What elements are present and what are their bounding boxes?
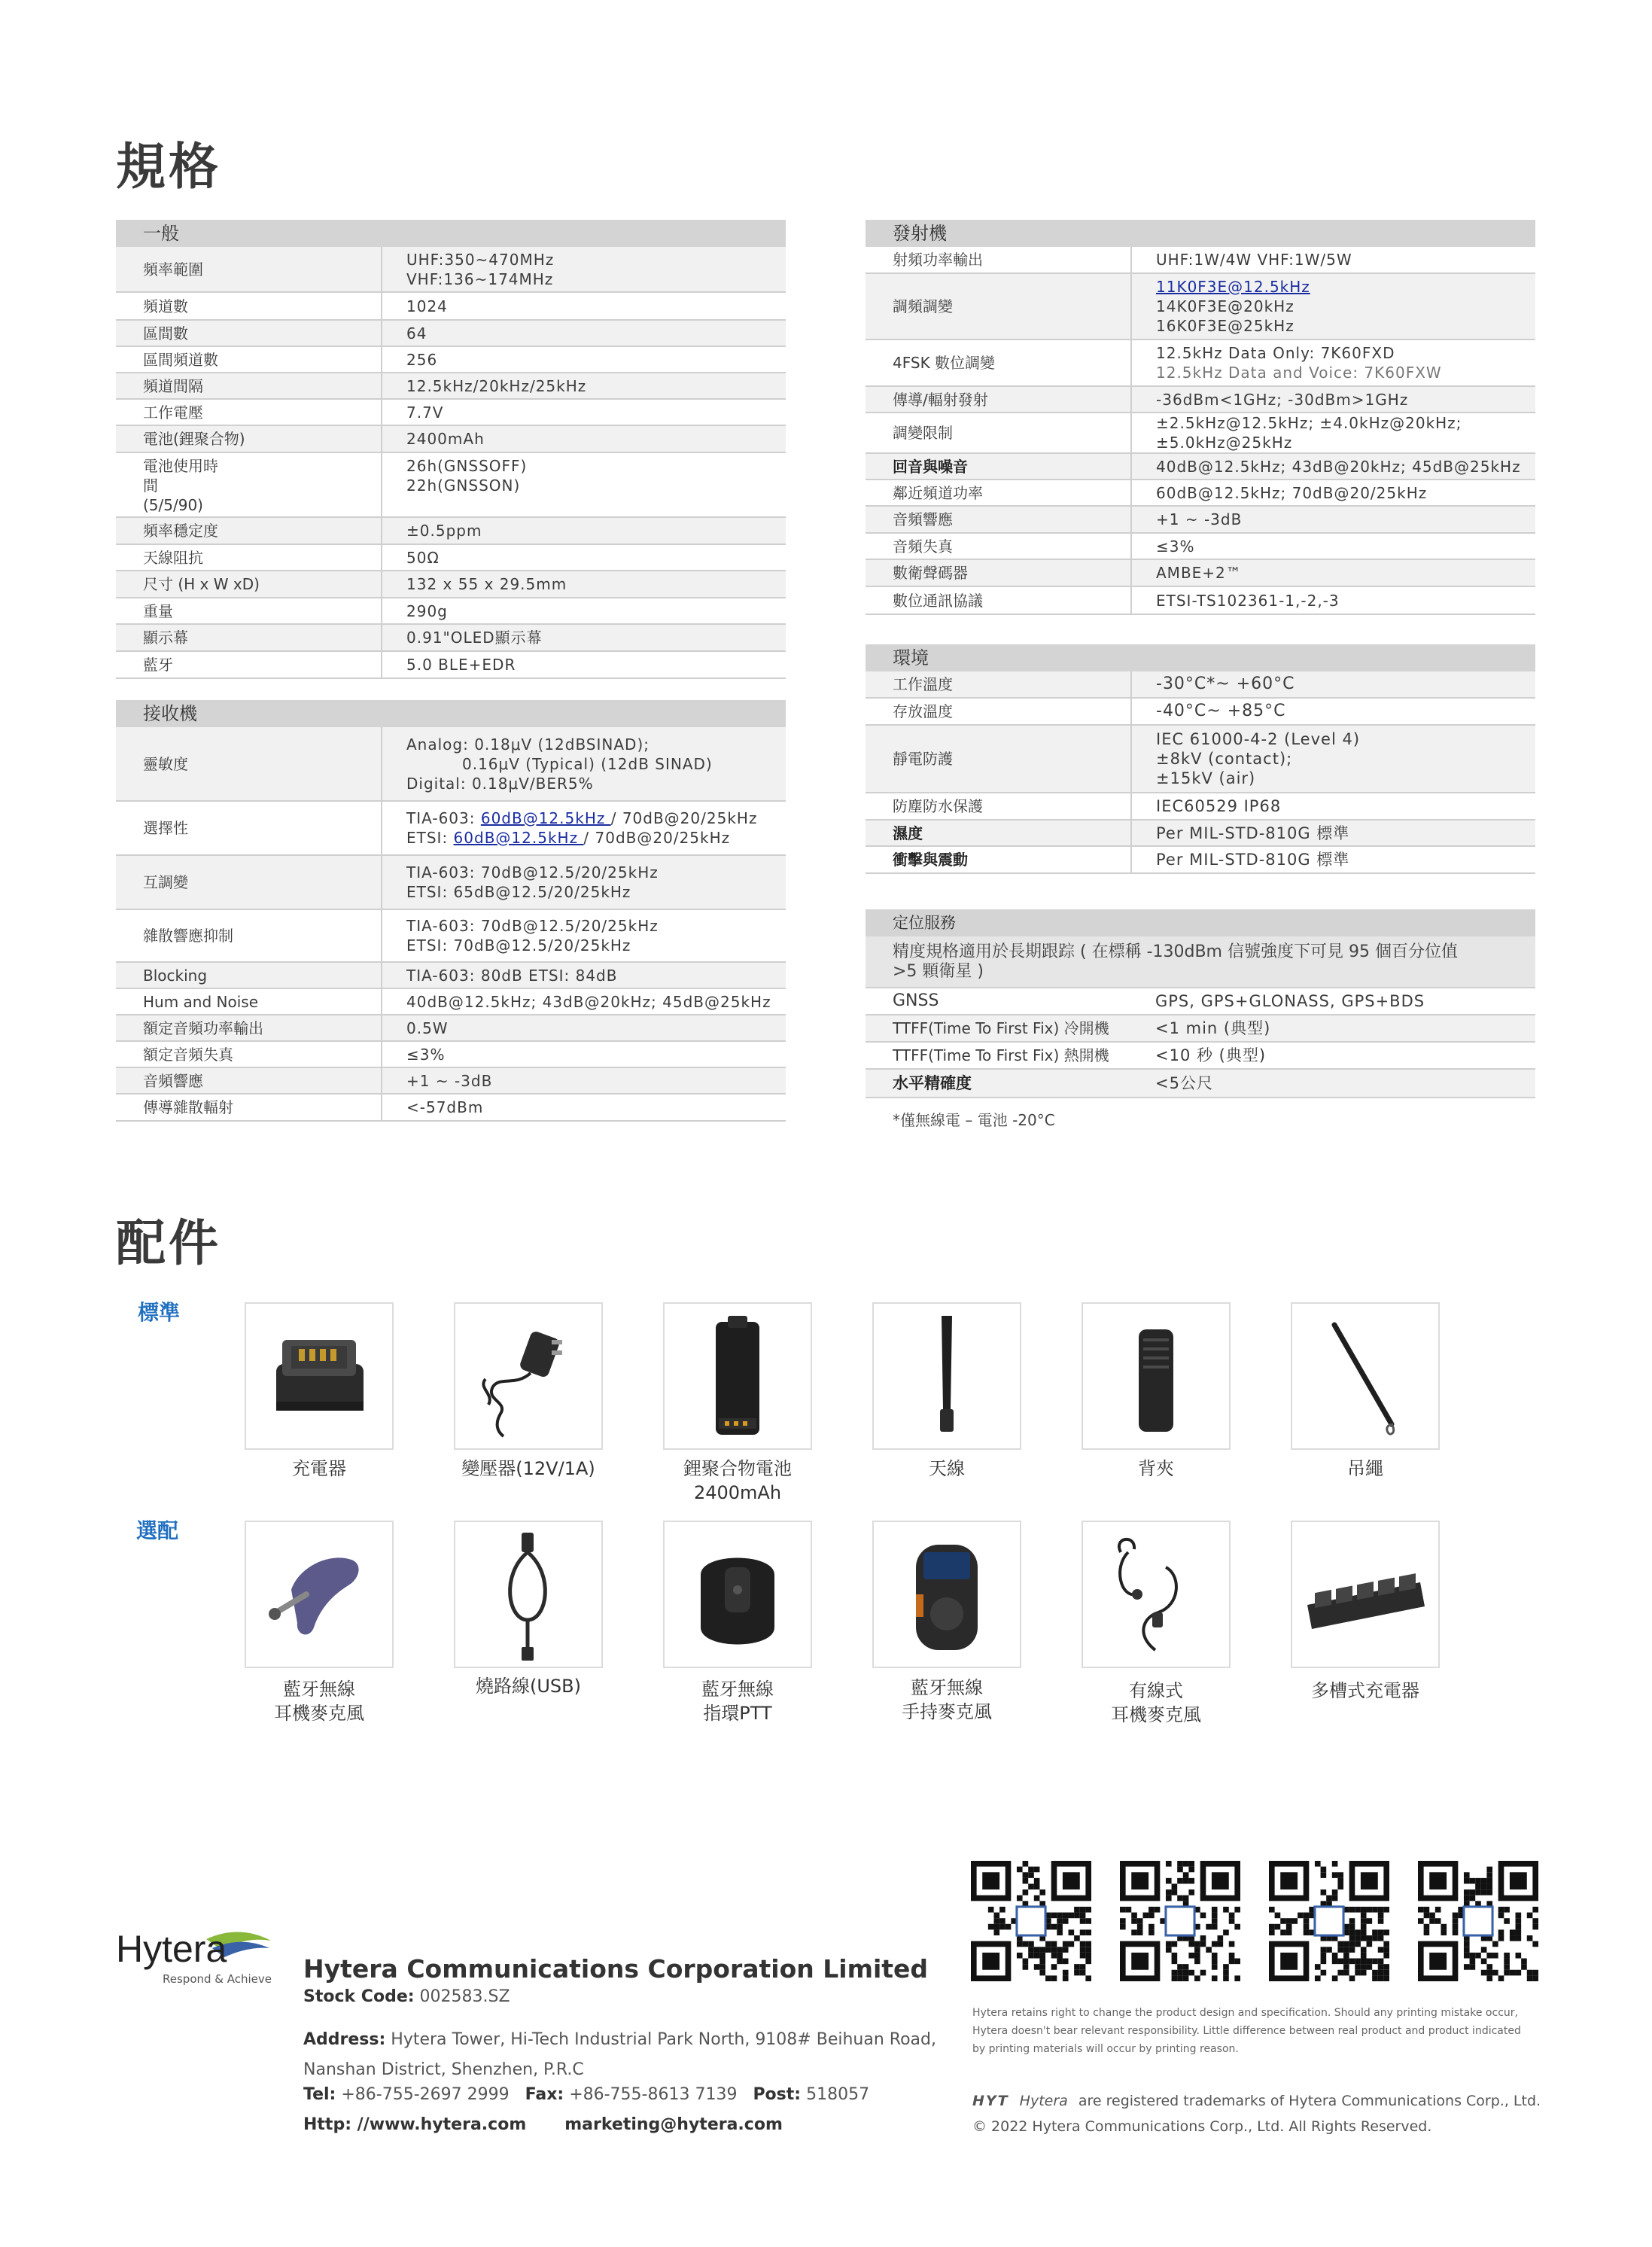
spec-key: 頻道間隔 xyxy=(116,373,382,399)
stock-value: 002583.SZ xyxy=(419,1987,510,2006)
spec-key: 藍牙 xyxy=(116,651,382,678)
disclaimer-line: Hytera retains right to change the product design and specification. Should any printing mistake occur, xyxy=(972,2007,1518,2019)
address-label: Address: xyxy=(303,2030,386,2049)
spec-key: 濕度 xyxy=(866,820,1131,846)
spec-value: 12.5kHz Data Only: 7K60FXD xyxy=(1156,344,1395,362)
spec-value: 50Ω xyxy=(382,544,786,571)
spec-value: 2400mAh xyxy=(382,425,786,452)
spec-value: ETSI: 70dB@12.5/20/25kHz xyxy=(406,936,631,955)
multi-charger-icon xyxy=(1292,1522,1438,1667)
spec-key: TTFF(Time To First Fix) 熱開機 xyxy=(866,1042,1131,1069)
accessory-card xyxy=(245,1302,394,1450)
qr-code-icon xyxy=(971,1861,1091,1981)
fax-value: +86-755-8613 7139 xyxy=(569,2085,738,2104)
spec-key: 工作電壓 xyxy=(116,399,382,425)
footnote: *僅無線電 – 電池 -20°C xyxy=(893,1111,1055,1129)
accessory-card xyxy=(663,1521,812,1668)
spec-value: 60dB@12.5kHz; 70dB@20/25kHz xyxy=(1131,480,1535,506)
spec-value: Digital: 0.18μV/BER5% xyxy=(406,774,594,793)
charger-icon xyxy=(246,1304,392,1448)
spec-link[interactable]: 11K0F3E@12.5kHz xyxy=(1156,278,1310,296)
spec-key: 區間頻道數 xyxy=(116,346,382,373)
spec-key: 工作溫度 xyxy=(866,671,1131,698)
environment-header: 環境 xyxy=(866,644,1535,671)
strap-icon xyxy=(1292,1304,1438,1448)
ring-ptt-icon xyxy=(665,1522,811,1667)
bluetooth-mic-icon xyxy=(874,1522,1020,1667)
spec-key: 傳導雜散輻射 xyxy=(116,1094,382,1121)
spec-value-text: TIA-603: xyxy=(406,809,481,827)
spec-link[interactable]: 60dB@12.5kHz xyxy=(480,809,611,827)
spec-key: 存放溫度 xyxy=(866,698,1131,725)
accessory-label: 燒路線(USB) xyxy=(476,1676,581,1697)
fax-label: Fax: xyxy=(525,2085,564,2104)
spec-value: ±8kV (contact); xyxy=(1156,750,1293,768)
spec-value: 64 xyxy=(382,320,786,346)
spec-key: 額定音頻失真 xyxy=(116,1041,382,1067)
accessory-card xyxy=(872,1302,1021,1450)
spec-value: -36dBm<1GHz; -30dBm>1GHz xyxy=(1131,386,1535,413)
spec-value: IEC 61000-4-2 (Level 4) xyxy=(1156,730,1361,748)
spec-value: 290g xyxy=(382,598,786,624)
spec-value: 0.16μV (Typical) (12dB SINAD) xyxy=(462,754,713,773)
transmitter-spec-table xyxy=(866,220,1535,615)
qr-code[interactable] xyxy=(1118,1859,1240,1981)
spec-key: 射頻功率輸出 xyxy=(866,247,1131,273)
http-label: Http: xyxy=(303,2115,351,2134)
belt-clip-icon xyxy=(1083,1304,1229,1448)
receiver-header: 接收機 xyxy=(116,700,786,727)
spec-key: 電池(鋰聚合物) xyxy=(116,425,382,452)
spec-value: ≤3% xyxy=(382,1041,786,1067)
spec-key: 音頻響應 xyxy=(116,1067,382,1094)
accessory-label: 天線 xyxy=(929,1458,965,1479)
spec-value-text: / 70dB@20/25kHz xyxy=(583,829,731,847)
spec-value: <10 秒 (典型) xyxy=(1131,1042,1535,1069)
spec-key: 電池使用時 間 (5/5/90) xyxy=(116,452,382,517)
spec-value: ±15kV (air) xyxy=(1156,769,1256,787)
battery-icon xyxy=(665,1304,811,1448)
antenna-icon xyxy=(874,1304,1020,1448)
accessory-label: 充電器 xyxy=(292,1458,346,1479)
accessory-label: 變壓器(12V/1A) xyxy=(461,1458,595,1479)
spec-value: <5公尺 xyxy=(1131,1069,1535,1098)
qr-code[interactable] xyxy=(1416,1859,1538,1981)
spec-value: 256 xyxy=(382,346,786,373)
spec-key: 頻率穩定度 xyxy=(116,517,382,544)
spec-key: 天線阻抗 xyxy=(116,544,382,571)
standard-label: 標準 xyxy=(138,1300,181,1325)
brand-tagline: Respond & Achieve xyxy=(163,1972,272,1986)
spec-value: Analog: 0.18μV (12dBSINAD); xyxy=(406,735,650,754)
accessory-card xyxy=(1291,1521,1440,1668)
spec-value: -40°C~ +85°C xyxy=(1131,698,1535,725)
usb-cable-icon xyxy=(455,1522,601,1667)
spec-key: 傳導/輻射發射 xyxy=(866,386,1131,413)
tel-label: Tel: xyxy=(303,2085,336,2104)
spec-key: 4FSK 數位調變 xyxy=(866,339,1131,386)
accessory-card xyxy=(245,1521,394,1668)
spec-key: 鄰近頻道功率 xyxy=(866,480,1131,506)
spec-key: Hum and Noise xyxy=(116,988,382,1015)
spec-value: 14K0F3E@20kHz xyxy=(1156,297,1295,315)
trademark-text: are registered trademarks of Hytera Communications Corp., Ltd. xyxy=(1078,2093,1541,2109)
spec-value xyxy=(406,828,778,848)
spec-key: 額定音頻功率輸出 xyxy=(116,1015,382,1041)
receiver-spec-table xyxy=(116,700,786,1122)
spec-value: ETSI: 65dB@12.5/20/25kHz xyxy=(406,883,631,901)
spec-key: Blocking xyxy=(116,962,382,988)
spec-value: +1 ~ -3dB xyxy=(1131,506,1535,533)
spec-value: 0.91"OLED顯示幕 xyxy=(382,624,786,651)
post-value: 518057 xyxy=(806,2085,870,2104)
accessory-label: 有線式 耳機麥克風 xyxy=(1111,1680,1201,1725)
spec-key: 靈敏度 xyxy=(116,727,382,801)
stock-code xyxy=(303,1987,510,2006)
accessory-card xyxy=(1082,1302,1231,1450)
spec-value: ±2.5kHz@12.5kHz; ±4.0kHz@20kHz; ±5.0kHz@25kHz xyxy=(1131,413,1535,453)
accessory-label: 多槽式充電器 xyxy=(1311,1680,1419,1701)
spec-key: 調頻調變 xyxy=(866,273,1131,339)
brand-name: Hytera xyxy=(116,1928,227,1970)
spec-value: <-57dBm xyxy=(382,1094,786,1121)
spec-key: 頻道數 xyxy=(116,292,382,320)
spec-value: 1024 xyxy=(382,292,786,320)
spec-value: 12.5kHz Data and Voice: 7K60FXW xyxy=(1156,364,1442,382)
qr-code[interactable] xyxy=(1267,1859,1389,1981)
spec-key: 音頻失真 xyxy=(866,533,1131,559)
spec-key: 音頻響應 xyxy=(866,506,1131,533)
adapter-icon xyxy=(455,1304,601,1448)
spec-value: 22h(GNSSON) xyxy=(406,476,521,495)
spec-key: 區間數 xyxy=(116,320,382,346)
spec-key: GNSS xyxy=(866,988,1131,1015)
accessory-card xyxy=(454,1521,603,1668)
disclaimer-line: Hytera doesn't bear relevant responsibility. Little difference between real product and product indicated xyxy=(972,2025,1521,2037)
trademark-line xyxy=(972,2093,1541,2109)
contact-line xyxy=(303,2085,869,2104)
disclaimer-line: by printing materials will occur by printing reason. xyxy=(972,2043,1239,2055)
spec-value: 26h(GNSSOFF) xyxy=(406,457,528,475)
spec-value: TIA-603: 70dB@12.5/20/25kHz xyxy=(406,917,659,935)
spec-value: IEC60529 IP68 xyxy=(1131,793,1535,820)
accessory-card xyxy=(663,1302,812,1450)
accessory-label: 鋰聚合物電池 2400mAh xyxy=(683,1458,792,1503)
spec-link[interactable]: 60dB@12.5kHz xyxy=(453,829,584,847)
qr-code[interactable] xyxy=(969,1859,1091,1981)
spec-value: 40dB@12.5kHz; 43dB@20kHz; 45dB@25kHz xyxy=(382,988,786,1015)
spec-title: 規格 xyxy=(116,138,221,196)
spec-key: 回音與噪音 xyxy=(866,453,1131,480)
spec-value: UHF:1W/4W VHF:1W/5W xyxy=(1131,247,1535,273)
spec-value: Per MIL-STD-810G 標準 xyxy=(1131,820,1535,846)
wired-earpiece-icon xyxy=(1083,1522,1229,1667)
spec-value: 40dB@12.5kHz; 43dB@20kHz; 45dB@25kHz xyxy=(1131,453,1535,480)
disclaimer xyxy=(972,2004,1521,2058)
spec-value: VHF:136~174MHz xyxy=(406,269,554,288)
bluetooth-earpiece-icon xyxy=(246,1522,392,1667)
accessory-card xyxy=(872,1521,1021,1668)
tel-value: +86-755-2697 2999 xyxy=(341,2085,510,2104)
spec-value: ETSI-TS102361-1,-2,-3 xyxy=(1131,586,1535,614)
hyt-mark: HYT xyxy=(972,2093,1009,2109)
spec-value: 12.5kHz/20kHz/25kHz xyxy=(382,373,786,399)
qr-code-icon xyxy=(1120,1861,1240,1981)
accessory-label: 藍牙無線 指環PTT xyxy=(701,1679,774,1724)
spec-value: 132 x 55 x 29.5mm xyxy=(382,571,786,598)
positioning-header: 定位服務 xyxy=(866,909,1535,936)
address xyxy=(303,2025,936,2085)
copyright: © 2022 Hytera Communications Corp., Ltd. All Rights Reserved. xyxy=(972,2118,1432,2135)
spec-key: 數位通訊協議 xyxy=(866,586,1131,614)
spec-key: 數衛聲碼器 xyxy=(866,559,1131,586)
optional-label: 選配 xyxy=(136,1518,179,1543)
spec-key: 顯示幕 xyxy=(116,624,382,651)
spec-value: Per MIL-STD-810G 標準 xyxy=(1131,846,1535,873)
spec-key: 調變限制 xyxy=(866,413,1131,453)
spec-value: +1 ~ -3dB xyxy=(382,1067,786,1094)
spec-value: 5.0 BLE+EDR xyxy=(382,651,786,678)
web-line xyxy=(303,2115,783,2134)
spec-key: 水平精確度 xyxy=(866,1069,1131,1098)
spec-key: 靜電防護 xyxy=(866,725,1131,793)
spec-key: TTFF(Time To First Fix) 冷開機 xyxy=(866,1015,1131,1042)
accessory-label: 藍牙無線 耳機麥克風 xyxy=(274,1679,364,1724)
spec-key: 尺寸 (H x W xD) xyxy=(116,571,382,598)
spec-value: ≤3% xyxy=(1131,533,1535,559)
spec-value: -30°C*~ +60°C xyxy=(1131,671,1535,698)
general-header: 一般 xyxy=(116,220,786,247)
spec-key: 互調變 xyxy=(116,855,382,909)
spec-key: 選擇性 xyxy=(116,801,382,855)
website-link[interactable]: //www.hytera.com xyxy=(357,2115,527,2134)
post-label: Post: xyxy=(753,2085,802,2104)
transmitter-header: 發射機 xyxy=(866,220,1535,247)
positioning-desc: 精度規格適用於長期跟踪 ( 在標稱 -130dBm 信號強度下可見 95 個百分位值>5 顆衛星 ) xyxy=(866,936,1535,988)
spec-value: 0.5W xyxy=(382,1015,786,1041)
spec-value: TIA-603: 80dB ETSI: 84dB xyxy=(382,962,786,988)
address-line: Hytera Tower, Hi-Tech Industrial Park North, 9108# Beihuan Road, xyxy=(391,2030,936,2049)
qr-code-icon xyxy=(1418,1861,1538,1981)
address-line: Nanshan District, Shenzhen, P.R.C xyxy=(303,2060,584,2079)
general-spec-table xyxy=(116,220,786,679)
spec-key: 頻率範圍 xyxy=(116,247,382,292)
hytera-logo[interactable] xyxy=(116,1926,274,1986)
accessory-card xyxy=(1082,1521,1231,1668)
spec-value-text: / 70dB@20/25kHz xyxy=(610,809,758,827)
spec-key: 雜散響應抑制 xyxy=(116,909,382,962)
spec-value-text: ETSI: xyxy=(406,829,454,847)
spec-key: 重量 xyxy=(116,598,382,624)
spec-key: 防塵防水保護 xyxy=(866,793,1131,820)
email-link[interactable]: marketing@hytera.com xyxy=(564,2115,783,2134)
positioning-spec-table xyxy=(866,909,1535,1098)
qr-code-icon xyxy=(1269,1861,1389,1981)
spec-value: 7.7V xyxy=(382,399,786,425)
accessories-title: 配件 xyxy=(116,1214,221,1272)
accessory-label: 藍牙無線 手持麥克風 xyxy=(902,1677,992,1722)
spec-value: ±0.5ppm xyxy=(382,517,786,544)
environment-spec-table xyxy=(866,644,1535,874)
spec-value xyxy=(406,808,778,828)
spec-value: TIA-603: 70dB@12.5/20/25kHz xyxy=(406,863,659,881)
accessory-label: 背夾 xyxy=(1138,1458,1174,1479)
accessory-label: 吊繩 xyxy=(1347,1458,1383,1479)
accessory-card xyxy=(454,1302,603,1450)
spec-value: <1 min (典型) xyxy=(1131,1015,1535,1042)
hytera-mark: Hytera xyxy=(1019,2093,1068,2109)
stock-label: Stock Code: xyxy=(303,1987,415,2006)
company-name: Hytera Communications Corporation Limited xyxy=(303,1954,929,1984)
accessory-card xyxy=(1291,1302,1440,1450)
spec-value: AMBE+2™ xyxy=(1131,559,1535,586)
spec-value: GPS, GPS+GLONASS, GPS+BDS xyxy=(1131,988,1535,1015)
spec-value: 16K0F3E@25kHz xyxy=(1156,317,1295,335)
spec-value: UHF:350~470MHz xyxy=(406,250,555,269)
spec-key: 衝擊與震動 xyxy=(866,846,1131,873)
